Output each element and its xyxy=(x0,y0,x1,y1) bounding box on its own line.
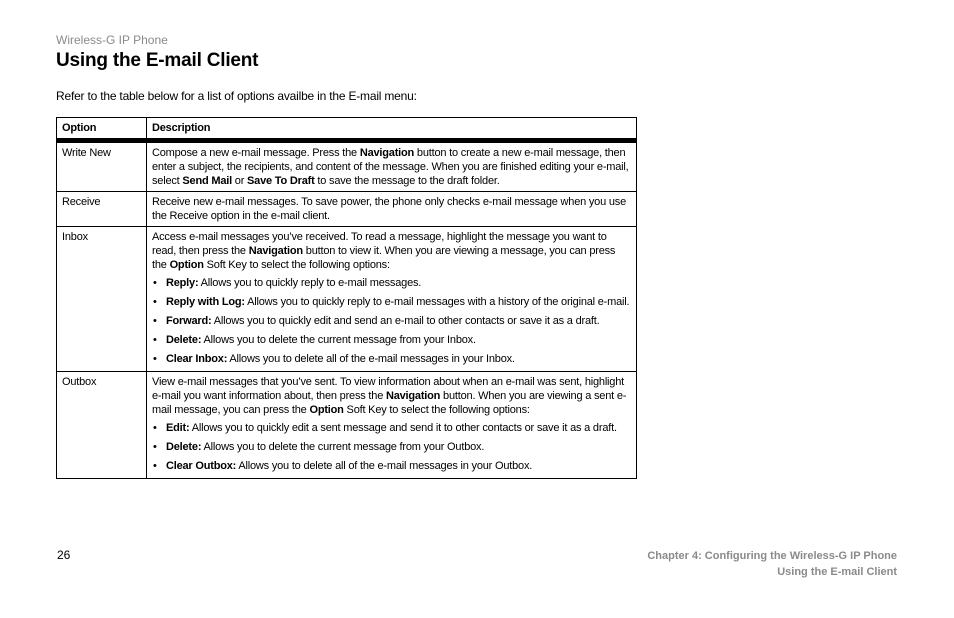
bullet-text: Allows you to quickly reply to e-mail messages with a history of the original e-mail. xyxy=(244,296,630,308)
text-run: Soft Key to select the following options: xyxy=(203,259,390,271)
text-run: Compose a new e-mail message. Press the xyxy=(152,147,360,159)
text-run: Soft Key to select the following options: xyxy=(343,404,530,416)
bullet-text: Allows you to delete the current message from your Inbox. xyxy=(201,334,476,346)
option-cell: Outbox xyxy=(57,372,147,479)
page-title: Using the E-mail Client xyxy=(56,50,259,71)
list-item xyxy=(152,276,631,290)
emphasis-term: Send Mail xyxy=(182,175,232,187)
email-options-table xyxy=(56,117,637,479)
description-cell xyxy=(147,192,637,227)
bullet-label: Clear Outbox: xyxy=(166,460,237,472)
description-cell xyxy=(147,227,637,372)
intro-text: Refer to the table below for a list of options availbe in the E-mail menu: xyxy=(56,89,417,103)
column-header-option: Option xyxy=(57,118,147,141)
option-cell: Inbox xyxy=(57,227,147,372)
text-run: View e-mail messages that you’ve sent. To view information about when an e-mail was sent, highlight e-mail you want information about, then press the xyxy=(152,376,624,402)
bullet-label: Reply with Log: xyxy=(166,296,245,308)
description-cell xyxy=(147,141,637,192)
options-bullet-list xyxy=(152,421,631,473)
description-text xyxy=(152,146,631,188)
list-item xyxy=(152,421,631,435)
table-row xyxy=(57,227,637,372)
bullet-label: Delete: xyxy=(166,441,202,453)
footer-section: Using the E-mail Client xyxy=(777,566,897,578)
emphasis-term: Save To Draft xyxy=(247,175,315,187)
bullet-label: Reply: xyxy=(166,277,199,289)
bullet-label: Forward: xyxy=(166,315,212,327)
list-item xyxy=(152,295,631,309)
running-footer xyxy=(647,548,897,580)
bullet-label: Clear Inbox: xyxy=(166,353,228,365)
list-item xyxy=(152,314,631,328)
bullet-text: Allows you to delete all of the e-mail messages in your Inbox. xyxy=(227,353,515,365)
table-row xyxy=(57,192,637,227)
bullet-label: Edit: xyxy=(166,422,190,434)
emphasis-term: Navigation xyxy=(385,390,441,402)
bullet-label: Delete: xyxy=(166,334,202,346)
bullet-text: Allows you to delete all of the e-mail messages in your Outbox. xyxy=(236,460,533,472)
page-number: 26 xyxy=(57,548,71,562)
text-run: button to create a new e-mail message, then enter a subject, the recipients, and content of the message. When you are finished editing your e-mail, select xyxy=(152,147,629,187)
footer-chapter: Chapter 4: Configuring the Wireless-G IP Phone xyxy=(647,550,897,562)
table-row xyxy=(57,372,637,479)
text-run: or xyxy=(231,175,248,187)
table-body xyxy=(57,141,637,479)
bullet-text: Allows you to quickly edit and send an e-mail to other contacts or save it as a draft. xyxy=(211,315,600,327)
emphasis-term: Navigation xyxy=(359,147,415,159)
text-run: to save the message to the draft folder. xyxy=(314,175,500,187)
bullet-text: Allows you to quickly reply to e-mail messages. xyxy=(198,277,422,289)
text-run: Receive new e-mail messages. To save power, the phone only checks e-mail message when you use the Receive option in the e-mail client. xyxy=(152,196,627,222)
emphasis-term: Option xyxy=(309,404,344,416)
bullet-text: Allows you to delete the current message from your Outbox. xyxy=(201,441,485,453)
table-row xyxy=(57,141,637,192)
list-item xyxy=(152,440,631,454)
text-run: Access e-mail messages you’ve received. To read a message, highlight the message you want to read, then press the xyxy=(152,231,607,257)
emphasis-term: Option xyxy=(169,259,204,271)
options-bullet-list xyxy=(152,276,631,366)
bullet-text: Allows you to quickly edit a sent message and send it to other contacts or save it as a draft. xyxy=(189,422,617,434)
text-run: button. When you are viewing a sent e-mail message, you can press the xyxy=(152,390,627,416)
running-header: Wireless-G IP Phone xyxy=(56,33,168,47)
list-item xyxy=(152,333,631,347)
list-item xyxy=(152,352,631,366)
description-text xyxy=(152,195,631,223)
table-header-row xyxy=(57,118,637,141)
description-cell xyxy=(147,372,637,479)
description-text xyxy=(152,230,631,272)
text-run: button to view it. When you are viewing a message, you can press the xyxy=(152,245,616,271)
option-cell: Receive xyxy=(57,192,147,227)
option-cell: Write New xyxy=(57,141,147,192)
list-item xyxy=(152,459,631,473)
column-header-description: Description xyxy=(147,118,637,141)
description-text xyxy=(152,375,631,417)
emphasis-term: Navigation xyxy=(248,245,303,257)
